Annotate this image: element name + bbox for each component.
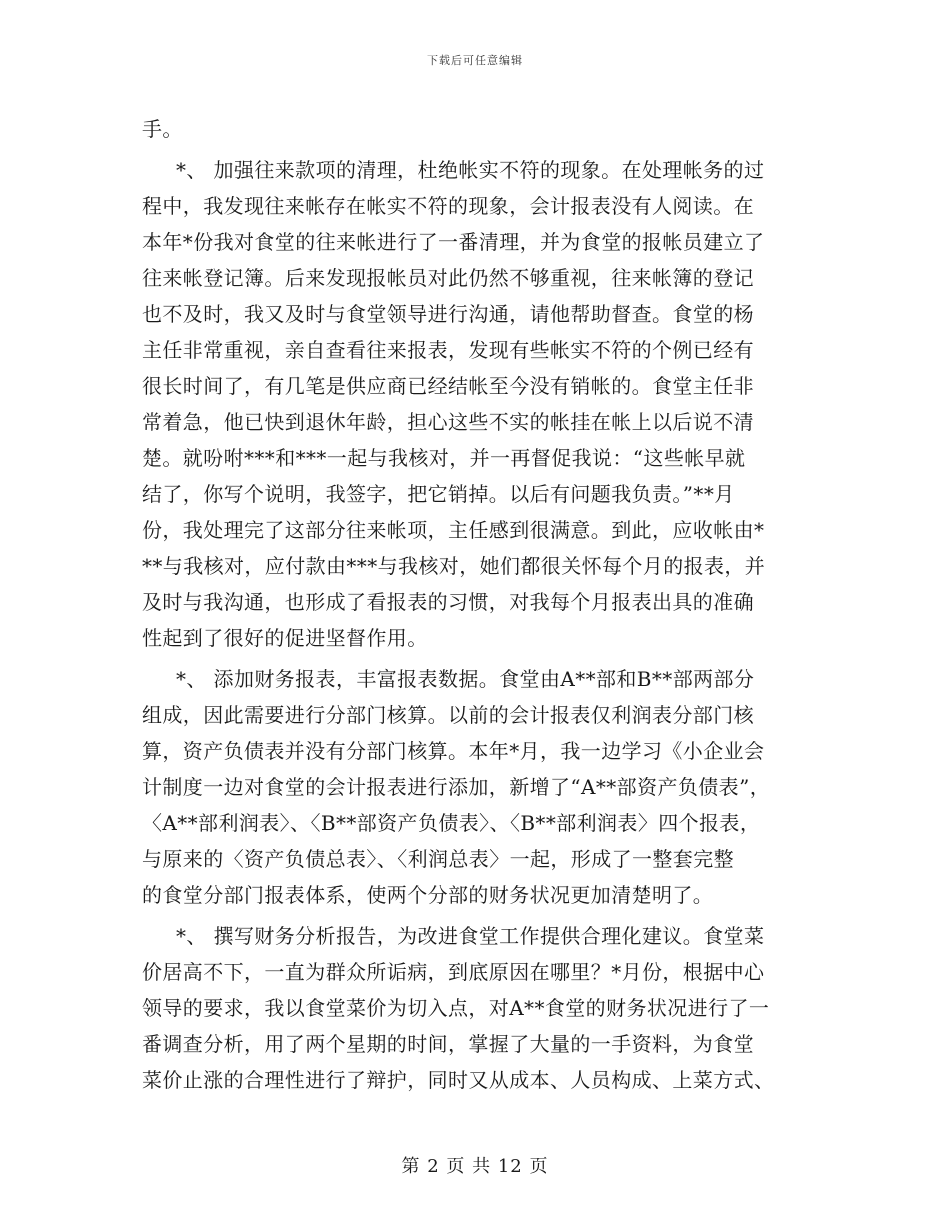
page-footer: 第 2 页 共 12 页 — [401, 1156, 549, 1177]
text-line: 手。 — [142, 117, 183, 141]
text-line: 算，资产负债表并没有分部门核算。本年*月，我一边学习《小企业会 — [142, 739, 765, 763]
text-line: 主任非常重视，亲自查看往来报表，发现有些帐实不符的个例已经有 — [142, 338, 754, 362]
text-line: 性起到了很好的促进坚督作用。 — [142, 626, 428, 650]
paragraph-start-line: *、 加强往来款项的清理，杜绝帐实不符的现象。在处理帐务的过 — [176, 158, 765, 182]
text-line: 很长时间了，有几笔是供应商已经结帐至今没有销帐的。食堂主任非 — [142, 374, 754, 398]
text-line: 领导的要求，我以食堂菜价为切入点，对A**食堂的财务状况进行了一 — [142, 996, 770, 1020]
text-line: 与原来的〈资产负债总表〉、〈利润总表〉一起，形成了一整套完整 — [142, 847, 734, 871]
text-line: 程中，我发现往来帐存在帐实不符的现象，会计报表没有人阅读。在 — [142, 194, 754, 218]
text-line: 楚。就吩咐***和***一起与我核对，并一再督促我说：“这些帐早就 — [142, 446, 746, 470]
text-line: 的食堂分部门报表体系，使两个分部的财务状况更加清楚明了。 — [142, 883, 714, 907]
text-line: 往来帐登记簿。后来发现报帐员对此仍然不够重视，往来帐簿的登记 — [142, 266, 754, 290]
text-line: 本年*份我对食堂的往来帐进行了一番清理，并为食堂的报帐员建立了 — [142, 230, 765, 254]
text-line: 组成，因此需要进行分部门核算。以前的会计报表仅利润表分部门核 — [142, 703, 754, 727]
page-header: 下载后可任意编辑 — [427, 54, 523, 67]
text-line: 价居高不下，一直为群众所诟病，到底原因在哪里？*月份，根据中心 — [142, 960, 765, 984]
document-body — [142, 111, 814, 1098]
text-line: **与我核对，应付款由***与我核对，她们都很关怀每个月的报表，并 — [142, 554, 766, 578]
text-line: 〈A**部利润表〉、〈B**部资产负债表〉、〈B**部利润表〉四个报表， — [142, 811, 761, 835]
text-line: 结了，你写个说明，我签字，把它销掉。以后有问题我负责。”**月 — [142, 482, 735, 506]
text-line: 番调查分析，用了两个星期的时间，掌握了大量的一手资料，为食堂 — [142, 1032, 754, 1056]
text-line: 常着急，他已快到退休年龄，担心这些不实的帐挂在帐上以后说不清 — [142, 410, 754, 434]
paragraph-start-line: *、 添加财务报表，丰富报表数据。食堂由A**部和B**部两部分 — [176, 667, 755, 691]
text-line: 份，我处理完了这部分往来帐项，主任感到很满意。到此，应收帐由* — [142, 518, 765, 542]
text-line: 也不及时，我又及时与食堂领导进行沟通，请他帮助督查。食堂的杨 — [142, 302, 754, 326]
text-line: 及时与我沟通，也形成了看报表的习惯，对我每个月报表出具的准确 — [142, 590, 754, 614]
text-line: 计制度一边对食堂的会计报表进行添加，新增了“A**部资产负债表”， — [142, 775, 771, 799]
paragraph-start-line: *、 撰写财务分析报告，为改进食堂工作提供合理化建议。食堂菜 — [176, 924, 765, 948]
text-line: 菜价止涨的合理性进行了辩护，同时又从成本、人员构成、上菜方式、 — [142, 1068, 775, 1092]
